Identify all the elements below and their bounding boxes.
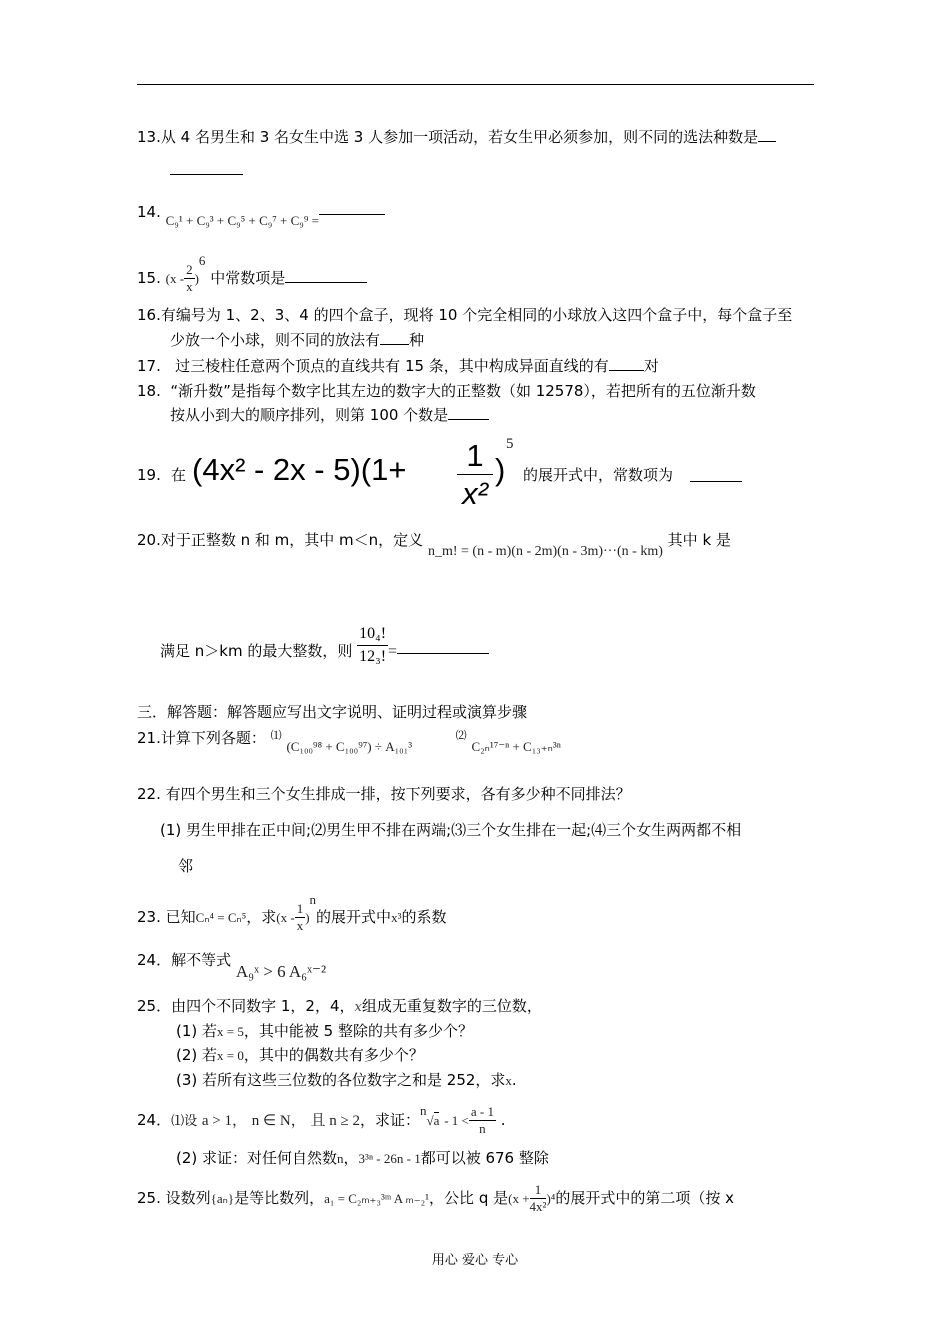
- answer-blank: [609, 356, 644, 371]
- math-expression: (C₁₀₀⁹⁸ + C₁₀₀⁹⁷) ÷ A₁₀₁³: [286, 739, 413, 754]
- answer-blank: [380, 330, 409, 345]
- page-footer: 用心 爱心 专心: [431, 1253, 519, 1268]
- question-24b-sub2: (2) 求证：对任何自然数n，3³ⁿ - 26n - 1都可以被 676 整除: [176, 1149, 549, 1167]
- answer-blank: [448, 405, 489, 420]
- question-25b: 25. 设数列{aₙ}是等比数列，a₁ = C₂ₘ₊₃³ᵐ A ₘ₋₂¹，公比 q 是(x + $\frac{1}{\text{4x²}}$ )⁴的展开式中的第二项（按 x: [137, 1182, 734, 1214]
- fraction: $\frac{2}{x}$: [186, 262, 193, 294]
- question-16-line2: 少放一个小球，则不同的放法有 种: [170, 331, 425, 349]
- math-expression: a₁ = C₂ₘ₊₃³ᵐ A ₘ₋₂¹: [324, 1191, 430, 1206]
- answer-blank: [690, 467, 742, 482]
- question-25a-sub2: (2) 若x = 0，其中的偶数共有多少个？: [176, 1046, 424, 1064]
- question-23: 23. 已知Cₙ⁴ = Cₙ⁵，求(x - $\frac{1}{x}$ )$^n$的展开式中x³的系数: [137, 892, 447, 933]
- fraction: $\frac{a - 1}{n}$: [470, 1104, 494, 1136]
- fraction: $\frac{1}{\text{4x²}}$: [529, 1182, 547, 1214]
- question-18-line2: 按从小到大的顺序排列，则第 100 个数是: [170, 405, 489, 425]
- question-25a-sub3: (3) 若所有这些三位数的各位数字之和是 252，求x.: [176, 1071, 517, 1089]
- math-expression: Cₙ⁴ = Cₙ⁵: [195, 910, 247, 925]
- question-25a: 25．由四个不同数字 1，2，4，x组成无重复数字的三位数，: [137, 997, 542, 1015]
- math-expression: 3³ⁿ - 26n - 1: [358, 1151, 421, 1166]
- answer-blank: [758, 127, 776, 142]
- math-expression: n_m! = (n - m)(n - 2m)(n - 3m)···(n - km): [427, 544, 663, 559]
- question-13: 13.从 4 名男生和 3 名女生中选 3 人参加一项活动，若女生甲必须参加，则不同的选法种数是: [137, 127, 776, 147]
- question-21: 21.计算下列各题： ⑴ (C₁₀₀⁹⁸ + C₁₀₀⁹⁷) ÷ A₁₀₁³ ⑵ C₂ₙ¹⁷⁻ⁿ + C₁₃₊ₙ³ⁿ: [137, 729, 561, 754]
- section-3-heading: 三．解答题：解答题应写出文字说明、证明过程或演算步骤: [137, 703, 528, 721]
- header-rule: [137, 84, 814, 85]
- math-expression: {aₙ}: [210, 1191, 235, 1206]
- question-25a-sub1: (1) 若x = 5，其中能被 5 整除的共有多少个？: [176, 1022, 473, 1040]
- fraction: $\frac{\text{10₄!}}{\text{12₃!}}$: [359, 625, 387, 665]
- answer-blank: [285, 268, 367, 283]
- math-expression: A₉ˣ > 6 A₆ˣ⁻²: [235, 962, 327, 981]
- question-15: 15. (x - $\frac{2}{x}$ )$^6$ 中常数项是: [137, 262, 367, 302]
- question-17: 17. 过三棱柱任意两个顶点的直线共有 15 条，其中构成异面直线的有 对: [137, 357, 659, 375]
- question-24b: 24．⑴设 a > 1， n ∈ N， 且 n ≥ 2，求证：$^n$√a - 1 < $\frac{a - 1}{n}$ .: [137, 1103, 506, 1136]
- math-expression: C₂ₙ¹⁷⁻ⁿ + C₁₃₊ₙ³ⁿ: [471, 739, 561, 754]
- answer-blank: [170, 160, 243, 175]
- question-20-line2: 满足 n＞km 的最大整数，则 $\frac{\text{10₄!}}{\text{12₃!}}$ =: [160, 623, 489, 673]
- question-13-blank-line: [170, 160, 243, 180]
- question-22: 22. 有四个男生和三个女生排成一排，按下列要求，各有多少种不同排法？: [137, 785, 631, 803]
- answer-blank: [319, 200, 385, 215]
- answer-blank: [397, 639, 489, 654]
- question-14: 14. C₉¹ + C₉³ + C₉⁵ + C₉⁷ + C₉⁹ =: [137, 202, 385, 223]
- question-22-sub: (1) 男生甲排在正中间;⑵男生甲不排在两端;⑶三个女生排在一起;⑷三个女生两两都不相: [160, 821, 742, 839]
- fraction: $\frac{1}{x}$: [296, 901, 304, 933]
- math-expression: C₉¹ + C₉³ + C₉⁵ + C₉⁷ + C₉⁹ =: [165, 213, 319, 228]
- radical-sign: √: [426, 1113, 434, 1128]
- fraction: 1 x²: [457, 438, 493, 513]
- math-expression: (4x² - 2x - 5)(1+: [192, 452, 407, 487]
- question-16-line1: 16.有编号为 1、2、3、4 的四个盒子，现将 10 个完全相同的小球放入这四个盒子中，每个盒子至: [137, 306, 793, 324]
- question-18-line1: 18. “渐升数”是指每个数字比其左边的数字大的正整数（如 12578），若把所有的五位渐升数: [137, 382, 756, 400]
- question-24a: 24．解不等式 A₉ˣ > 6 A₆ˣ⁻²: [137, 951, 327, 981]
- question-20-line1: 20.对于正整数 n 和 m，其中 m＜n，定义 n_m! = (n - m)(n - 2m)(n - 3m)···(n - km) 其中 k 是: [137, 531, 731, 559]
- question-22-sub-cont: 邻: [178, 857, 194, 875]
